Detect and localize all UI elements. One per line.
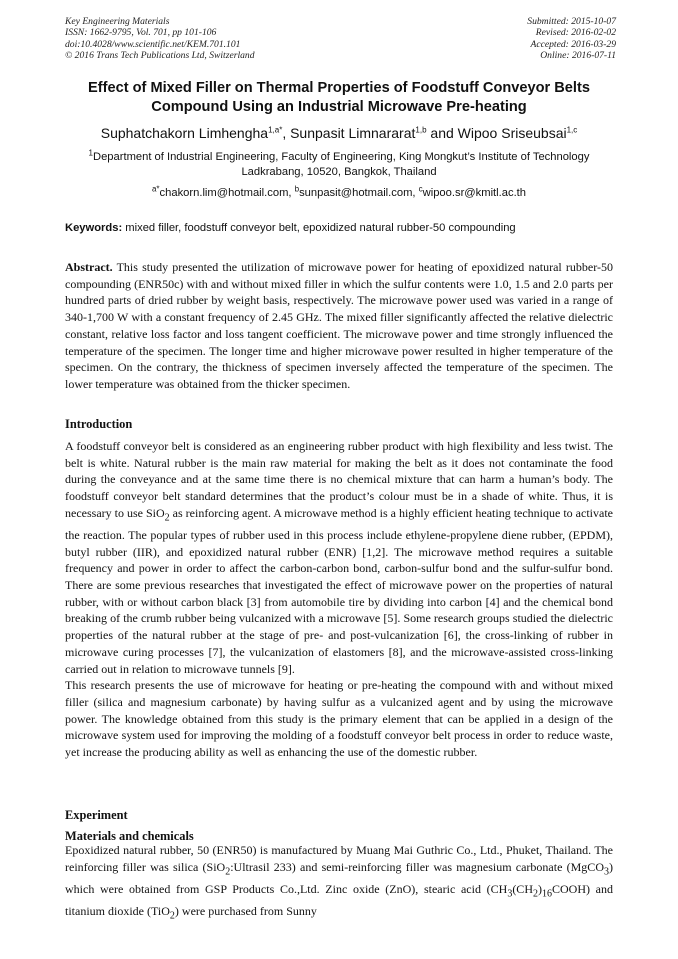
affiliation-mark: 1 [88, 148, 93, 158]
keywords-label: Keywords: [65, 222, 123, 234]
paragraph-text: Epoxidized natural rubber, 50 (ENR50) is manufactured by Muang Mai Guthric Co., Ltd., Phuket, Thailand. The reinforcing filler was silica (SiO [65, 843, 613, 874]
journal-issn: ISSN: 1662-9795, Vol. 701, pp 101-106 [65, 27, 217, 39]
introduction-paragraph: This research presents the use of microwave for heating or pre-heating the compound with and without mixed filler (silica and magnesium carbonate) by having sulfur as a vulcanized agent and by using the microwave power. The knowledge obtained from this study is the primary element that can be applied in a design of the microwave system used for improving the molding of a foodstuff conveyor belt process in order to reduce waste, yet increase the producing ability as well as enhancing the use of the domestic rubber. [65, 678, 613, 760]
materials-subheading: Materials and chemicals [65, 829, 194, 843]
author-separator: and [426, 125, 458, 141]
paragraph-text: ) [537, 881, 542, 896]
keywords [65, 221, 625, 235]
affiliation-text: Department of Industrial Engineering, Faculty of Engineering, King Mongkut’s Institute of Technology Ladkrabang, 10520, Bangkok, Thailand [92, 151, 590, 178]
abstract [65, 259, 613, 393]
paragraph-text: as reinforcing agent. A microwave method is a highly efficient heating technique to activate the reaction. The popular types of rubber used in this process include ethylene-propylene diene rubber, (EPDM), butyl rubber (IIR), and epoxidized natural rubber (ENR) [1,2]. The microwave method requires a suitable frequency and power in order to affect the carbon-carbon bond, carbon-sulfur bond and the sulfur-sulfur bond. There are some previous researches that investigated the effect of microwave power on the properties of natural rubber, with or without carbon black [3] from automobile tire by dividing into carbon [4] and the chemical bond breaking of the crumb rubber being vulcanized with a microwave [5]. Some research groups studied the dielectric properties of the natural rubber at the stage of pre- and post-vulcanization [6], the cross-linking of rubber in microwave curing processes [7], the vulcanization of elastomers [8], and the microwave-assisted cross-linking carried out in relation to microwave tunnels [9]. [65, 505, 613, 676]
email-address[interactable]: wipoo.sr@kmitl.ac.th [422, 187, 527, 199]
submitted-date: Submitted: 2015-10-07 [527, 16, 616, 27]
paragraph-text: ) which were obtained from GSP Products Co.,Ltd. Zinc oxide (ZnO), stearic acid (CH [65, 859, 613, 896]
introduction-paragraph [65, 438, 613, 677]
email-mark: b [294, 184, 300, 194]
subscript: 16 [541, 888, 552, 900]
author-name: Wipoo Sriseubsai [457, 125, 567, 141]
subscript: 2 [225, 866, 231, 878]
paragraph-text: ) were purchased from Sunny [174, 903, 317, 918]
paragraph-text: COOH) and titanium dioxide (TiO [65, 881, 613, 918]
paragraph-text: A foodstuff conveyor belt is considered as an engineering rubber product with high flexibility and less twist. The belt is white. Natural rubber is the main raw material for making the belt as it does not contaminate the food during the conveyance and at the same time there is no chemical mixture that can harm a human’s body. The foodstuff conveyor belt standard determines that the product’s colour must be in a shade of white. Thus, it is necessary to use SiO [65, 439, 613, 520]
subscript: 2 [169, 910, 175, 922]
email-mark: c [418, 184, 423, 194]
author-list [20, 124, 658, 142]
introduction-body [65, 438, 613, 761]
email-list: $^{a*}$chakorn.lim@hotmail.com, $^b$sunpasit@hotmail.com, $^c$wipoo.sr@kmitl.ac.th [151, 184, 527, 199]
journal-header [65, 16, 255, 62]
subscript: 3 [603, 866, 609, 878]
introduction-heading: Introduction [65, 417, 133, 431]
dates-header [527, 16, 616, 62]
subscript: 3 [507, 888, 513, 900]
abstract-text: This study presented the utilization of microwave power for heating of epoxidized natural rubber-50 compounding (ENR50c) with and without mixed filler in which the sulfur contents were 1.0, 1.5 and 2.0 parts per hundred parts of dried rubber by weight basis, respectively. The microwave power used was varied in a range of 340-1,700 W with a constant frequency of 2.45 GHz. The mixed filler significantly affected the relative dielectric constant, relative loss factor and loss tangent coefficient. The microwave power and time strongly influenced the temperature of the specimen. The longer time and higher microwave power resulted in higher temperature of the specimen. On the contrary, the thickness of specimen inversely affected the temperature of the specimen. The lower temperature was obtained from the thicker specimen. [65, 260, 613, 391]
author-separator: , [282, 125, 291, 141]
revised-date: Revised: 2016-02-02 [535, 27, 616, 39]
journal-copyright: © 2016 Trans Tech Publications Ltd, Switzerland [65, 50, 255, 62]
keywords-text: mixed filler, foodstuff conveyor belt, epoxidized natural rubber-50 compounding [122, 222, 516, 234]
journal-doi: doi:10.4028/www.scientific.net/KEM.701.101 [65, 38, 241, 50]
author-affil-mark: 1,a* [268, 125, 283, 135]
author-affil-mark: 1,b [415, 125, 427, 135]
experiment-heading: Experiment [65, 808, 128, 822]
paper-title: Effect of Mixed Filler on Thermal Properties of Foodstuff Conveyor Belts Compound Using an Industrial Microwave Pre-heating [88, 80, 590, 115]
paragraph-text: :Ultrasil 233) and semi-reinforcing filler was magnesium carbonate (MgCO [230, 859, 604, 874]
email-address[interactable]: sunpasit@hotmail.com [299, 187, 413, 199]
materials-body [65, 842, 613, 925]
author-affil-mark: 1,c [566, 125, 578, 135]
accepted-date: Accepted: 2016-03-29 [530, 38, 616, 50]
email-mark: a* [151, 184, 160, 194]
journal-name: Key Engineering Materials [65, 16, 170, 27]
abstract-label: Abstract. [65, 260, 113, 274]
subscript: 2 [164, 512, 170, 524]
affiliation [60, 150, 618, 179]
online-date: Online: 2016-07-11 [540, 50, 616, 62]
author-name: Suphatchakorn Limhengha [100, 125, 269, 141]
email-address[interactable]: chakorn.lim@hotmail.com [159, 187, 289, 199]
subscript: 2 [532, 888, 538, 900]
author-name: Sunpasit Limnararat [290, 125, 416, 141]
paragraph-text: (CH [512, 881, 533, 896]
